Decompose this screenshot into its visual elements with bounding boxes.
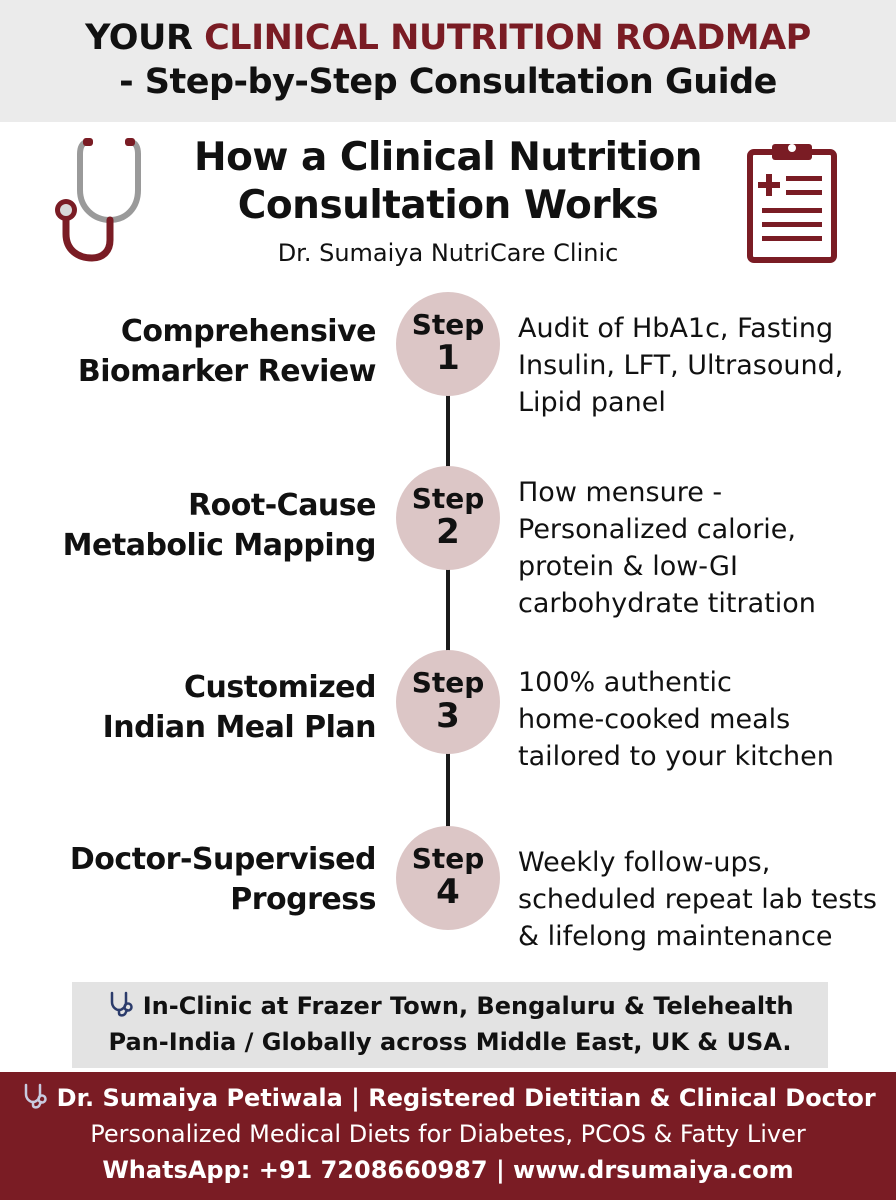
- step-3-badge: [396, 650, 500, 754]
- step-4-badge: [396, 826, 500, 930]
- step-2-title-line2: Metabolic Mapping: [62, 528, 376, 563]
- step-1-title-line2: Biomarker Review: [77, 354, 376, 389]
- step-1-desc-line: Lipid panel: [518, 387, 666, 418]
- clinic-name: Dr. Sumaiya NutriCare Clinic: [277, 239, 619, 267]
- step-2-description: [518, 474, 890, 622]
- step-1-word: Step: [411, 308, 485, 341]
- location-line1-row: [72, 988, 828, 1024]
- step-4-number: 4: [436, 872, 460, 912]
- step-3-desc-line: 100% authentic: [518, 667, 732, 698]
- intro-title-line2: Consultation Works: [237, 183, 659, 228]
- header-subtitle: - Step-by-Step Consultation Guide: [119, 62, 777, 102]
- step-2-number: 2: [436, 512, 460, 552]
- footer-banner: [0, 1072, 896, 1200]
- step-4-word: Step: [411, 842, 485, 875]
- step-4-title: [16, 840, 376, 920]
- step-2-desc-line: Пow mensure -: [518, 477, 723, 508]
- step-3-title: [16, 668, 376, 748]
- step-2-word: Step: [411, 482, 485, 515]
- footer-contact: WhatsApp: +91 7208660987 | www.drsumaiya.com: [102, 1156, 794, 1184]
- header-title: [0, 16, 896, 60]
- location-line2: Pan-India / Globally across Middle East, UK & USA.: [108, 1028, 792, 1056]
- intro-block: [150, 134, 746, 268]
- step-2-title-line1: Root-Cause: [188, 488, 376, 523]
- step-4-title-line1: Doctor-Supervised: [69, 842, 376, 877]
- step-1-badge: [396, 292, 500, 396]
- step-2-desc-line: Personalized calorie,: [518, 514, 796, 545]
- step-1-number: 1: [436, 338, 460, 378]
- step-4-title-line2: Progress: [230, 882, 376, 917]
- footer-specialties: Personalized Medical Diets for Diabetes, PCOS & Fatty Liver: [90, 1120, 806, 1148]
- header-banner: [0, 0, 896, 122]
- stethoscope-icon: [52, 134, 162, 264]
- step-1-title-line1: Comprehensive: [120, 314, 376, 349]
- timeline-line: [446, 380, 450, 850]
- step-2-title: [16, 486, 376, 566]
- step-3-title-line2: Indian Meal Plan: [102, 710, 376, 745]
- intro-title-line1: How a Clinical Nutrition: [193, 135, 703, 180]
- step-4-desc-line: scheduled repeat lab tests: [518, 884, 877, 915]
- location-box: [72, 982, 828, 1068]
- step-4-desc-line: & lifelong maintenance: [518, 921, 833, 952]
- step-1-desc-line: Insulin, LFT, Ultrasound,: [518, 350, 844, 381]
- step-3-desc-line: tailored to your kitchen: [518, 741, 834, 772]
- step-3-desc-line: home-cooked meals: [518, 704, 791, 735]
- step-1-title: [16, 312, 376, 392]
- step-3-number: 3: [436, 696, 460, 736]
- step-3-word: Step: [411, 666, 485, 699]
- step-3-title-line1: Customized: [183, 670, 376, 705]
- stethoscope-small-icon: [106, 990, 134, 1018]
- step-1-description: [518, 310, 890, 421]
- footer-doctor-credentials: Dr. Sumaiya Petiwala | Registered Dietitian & Clinical Doctor: [56, 1084, 876, 1112]
- step-1-desc-line: Audit of HbA1c, Fasting: [518, 313, 834, 344]
- step-3-description: [518, 664, 890, 775]
- header-prefix: YOUR: [85, 18, 205, 58]
- clipboard-icon: [742, 138, 842, 264]
- stethoscope-footer-icon: [20, 1082, 48, 1110]
- footer-line1-row: [0, 1080, 896, 1116]
- step-4-desc-line: Weekly follow-ups,: [518, 847, 771, 878]
- step-2-desc-line: carbohydrate titration: [518, 588, 816, 619]
- location-line1: In-Clinic at Frazer Town, Bengaluru & Telehealth: [142, 992, 794, 1020]
- step-2-desc-line: protein & low-GI: [518, 551, 738, 582]
- step-2-badge: [396, 466, 500, 570]
- header-accent: CLINICAL NUTRITION ROADMAP: [204, 18, 811, 58]
- step-4-description: [518, 844, 890, 955]
